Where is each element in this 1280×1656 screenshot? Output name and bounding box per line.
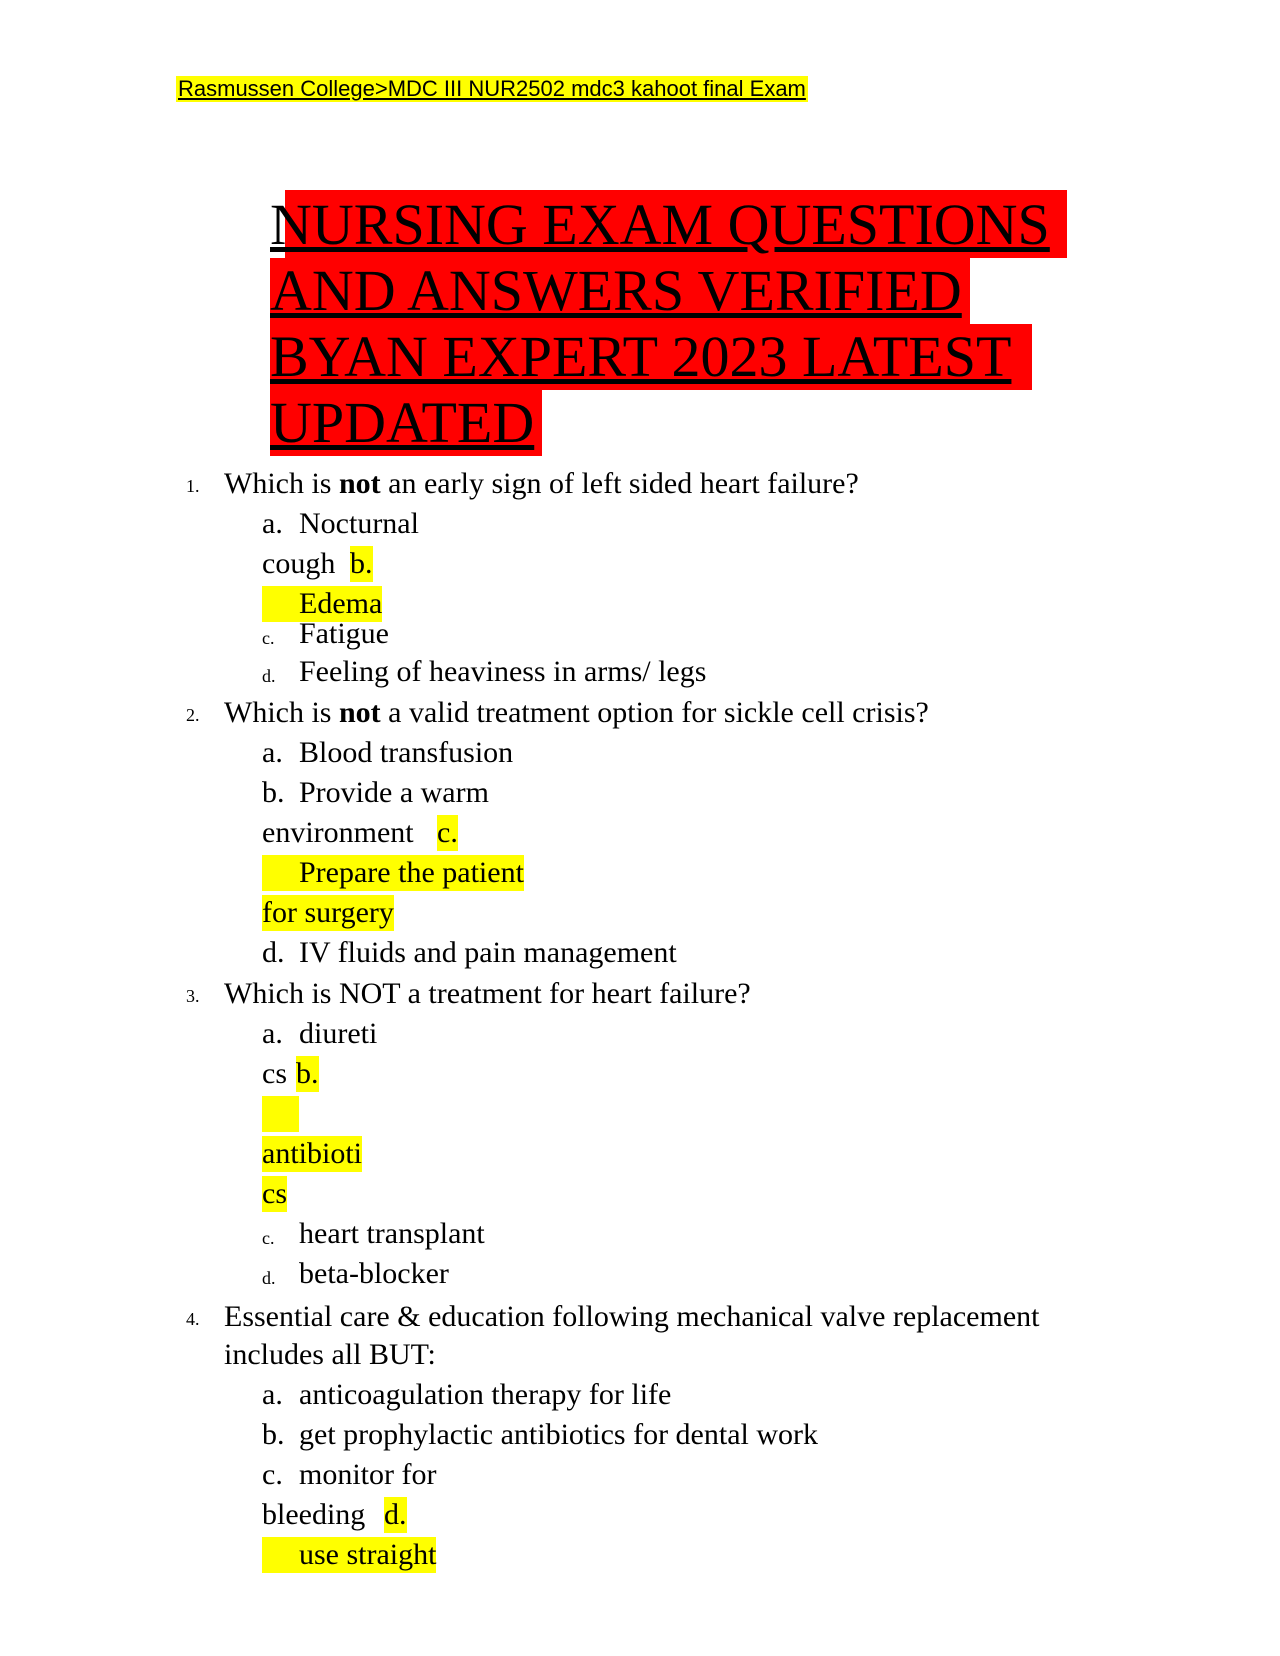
option-c-text: monitor for (299, 1458, 437, 1491)
option-b-marker: b. (262, 1418, 285, 1451)
option-b-text-continuation: cs (262, 1177, 287, 1210)
option-d-marker: d. (262, 1268, 276, 1288)
option-b-marker: b. (350, 547, 373, 580)
option-c-marker: c. (262, 1458, 283, 1491)
option-c-text: Fatigue (299, 617, 389, 650)
option-a-text: anticoagulation therapy for life (299, 1378, 672, 1411)
breadcrumb: Rasmussen College>MDC III NUR2502 mdc3 kahoot final Exam (178, 76, 806, 101)
option-c-text-continuation: for surgery (262, 896, 394, 929)
question-text: Which is NOT a treatment for heart failure? (224, 977, 751, 1010)
option-c-text: heart transplant (299, 1217, 485, 1250)
title-line-2: AND ANSWERS VERIFIED (270, 258, 962, 323)
question-text: Which is not a valid treatment option for sickle cell crisis? (224, 696, 929, 729)
question-text: Which is not an early sign of left sided heart failure? (224, 467, 859, 500)
option-d-text: IV fluids and pain management (299, 936, 677, 969)
option-a-text: Blood transfusion (299, 736, 514, 769)
option-c-continuation: bleeding (262, 1498, 366, 1531)
option-b-text: antibioti (262, 1137, 362, 1170)
option-d-text: beta-blocker (299, 1257, 449, 1290)
option-b-marker: b. (296, 1057, 319, 1090)
title-line-3: BYAN EXPERT 2023 LATEST (270, 324, 1012, 389)
option-a-text: Nocturnal (299, 507, 419, 540)
option-a-continuation: cs (262, 1057, 287, 1090)
question-number: 3. (186, 986, 200, 1006)
option-a-marker: a. (262, 1017, 283, 1050)
question-text-continuation: includes all BUT: (224, 1338, 436, 1371)
title-line-1: NURSING EXAM QUESTIONS (270, 192, 1050, 257)
option-a-text: diureti (299, 1017, 378, 1050)
question-number: 1. (186, 476, 200, 496)
option-c-marker: c. (437, 816, 458, 849)
option-b-continuation: environment (262, 816, 414, 849)
option-d-marker: d. (262, 666, 276, 686)
option-b-marker: b. (262, 776, 285, 809)
option-a-marker: a. (262, 507, 283, 540)
option-c-marker: c. (262, 1228, 275, 1248)
option-d-marker: d. (262, 936, 285, 969)
title-line-4: UPDATED (270, 390, 535, 455)
question-text: Essential care & education following mechanical valve replacement (224, 1300, 1040, 1333)
option-d-text: use straight (262, 1537, 436, 1573)
option-d-text: Feeling of heaviness in arms/ legs (299, 655, 707, 688)
option-d-marker: d. (384, 1498, 407, 1531)
question-number: 4. (186, 1309, 200, 1329)
option-b-text: Provide a warm (299, 776, 489, 809)
option-c-text: Prepare the patient (262, 855, 524, 891)
option-b-text: get prophylactic antibiotics for dental work (299, 1418, 819, 1451)
question-number: 2. (186, 705, 200, 725)
option-b-text: Edema (262, 586, 382, 622)
option-a-marker: a. (262, 1378, 283, 1411)
option-a-marker: a. (262, 736, 283, 769)
option-c-marker: c. (262, 628, 275, 648)
highlight-block (262, 1096, 299, 1132)
option-a-continuation: cough (262, 547, 336, 580)
